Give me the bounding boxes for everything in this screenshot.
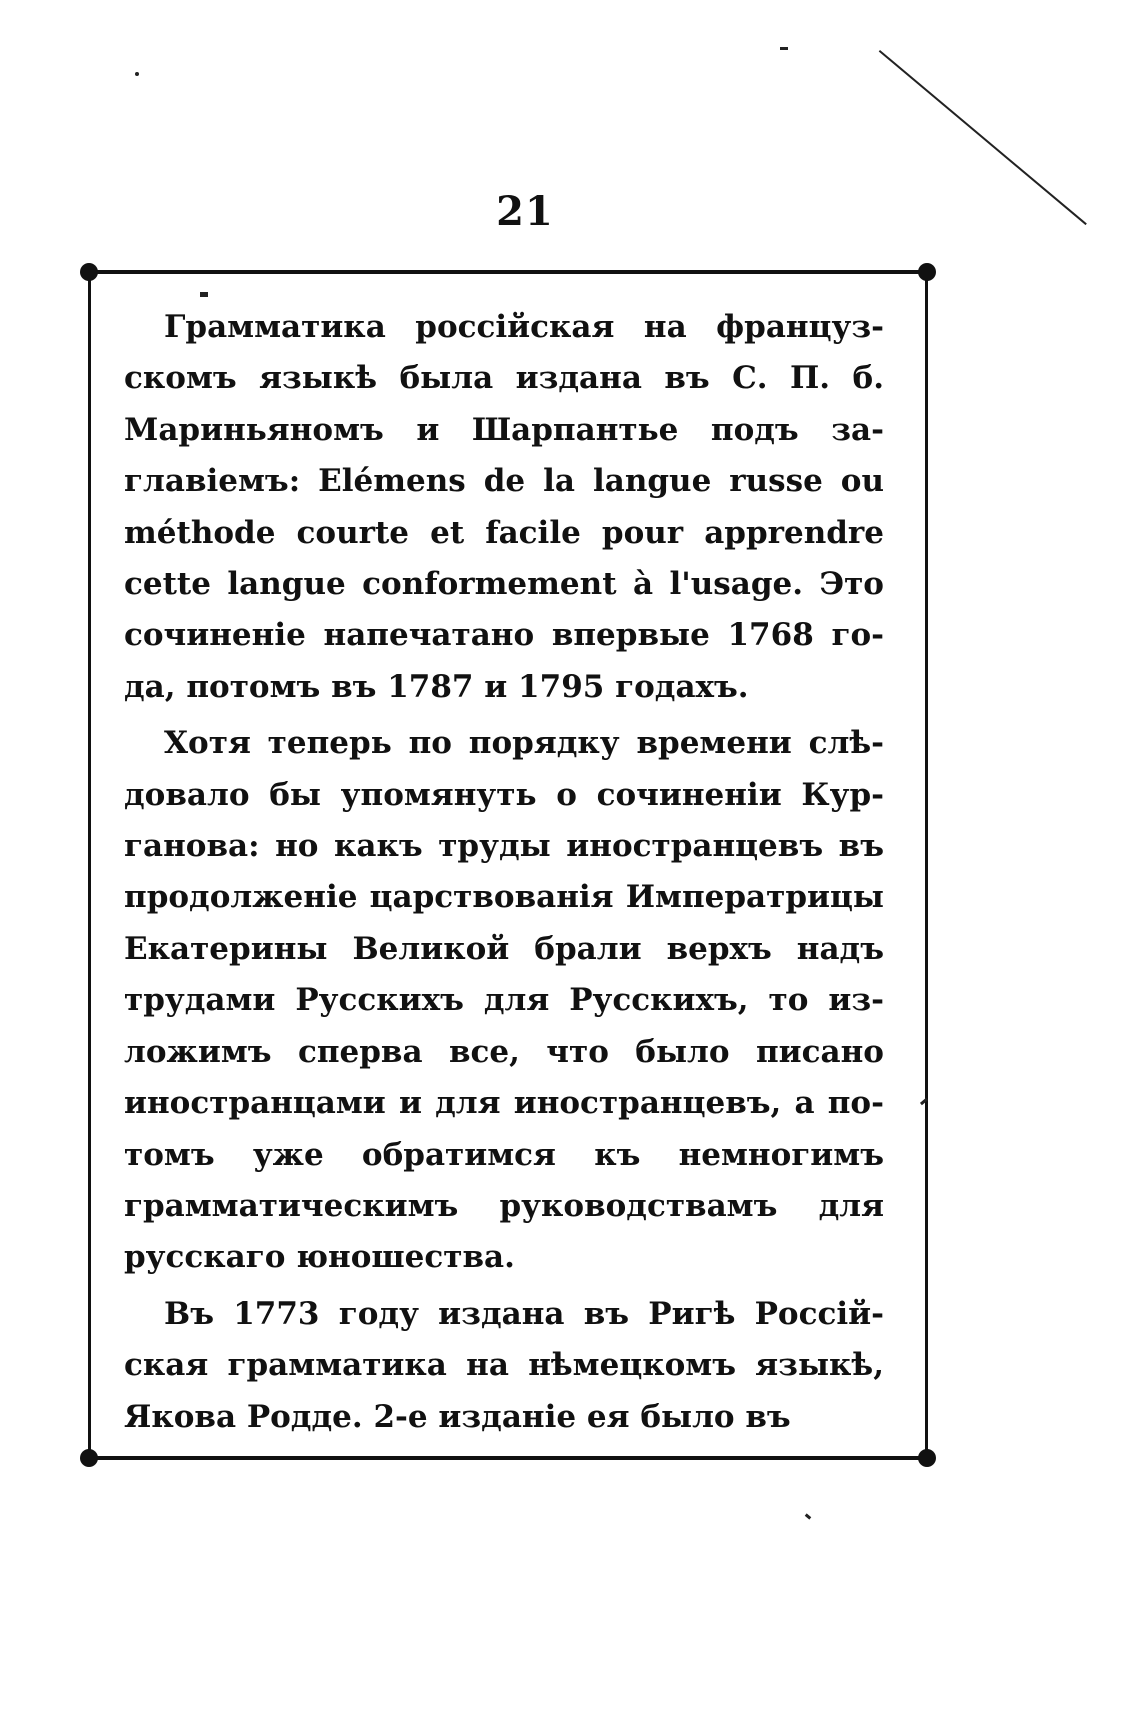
frame-corner-ornament — [80, 263, 98, 281]
paragraph-2: Хотя теперь по порядку времени слѣдовало бы упомянуть о сочиненіи Курганова: но какъ труды иностранцевъ въ продолженіе царствованія Императрицы Екатерины Великой брали верхъ надъ трудами Русскихъ для Русскихъ, то изложимъ сперва все, что было писано иностранцами и для иностранцевъ, а потомъ уже обратимся къ немногимъ грамматическимъ руководствамъ для русскаго юношества. — [124, 725, 884, 1276]
frame-corner-ornament — [918, 263, 936, 281]
page-number: 21 — [496, 188, 554, 235]
scan-artifact-dot — [780, 47, 788, 50]
body-text — [124, 302, 884, 1443]
scan-artifact-dot — [805, 1513, 812, 1519]
frame-corner-ornament — [80, 1449, 98, 1467]
scan-artifact-dot — [135, 72, 139, 76]
scan-artifact-dot — [200, 292, 208, 297]
paragraph-1: Грамматика россійская на французскомъ языкѣ была издана въ С. П. б. Мариньяномъ и Шарпантье подъ заглавіемъ: Elémens de la langue russe ou méthode courte et facile pour apprendre cette langue conformement à l'usage. Это сочиненіе напечатано впервые 1768 года, потомъ въ 1787 и 1795 годахъ. — [124, 309, 884, 705]
frame-corner-ornament — [918, 1449, 936, 1467]
paragraph-3: Въ 1773 году издана въ Ригѣ Россійская грамматика на нѣмецкомъ языкѣ, Якова Родде. 2-е изданіе ея было въ — [124, 1295, 884, 1435]
